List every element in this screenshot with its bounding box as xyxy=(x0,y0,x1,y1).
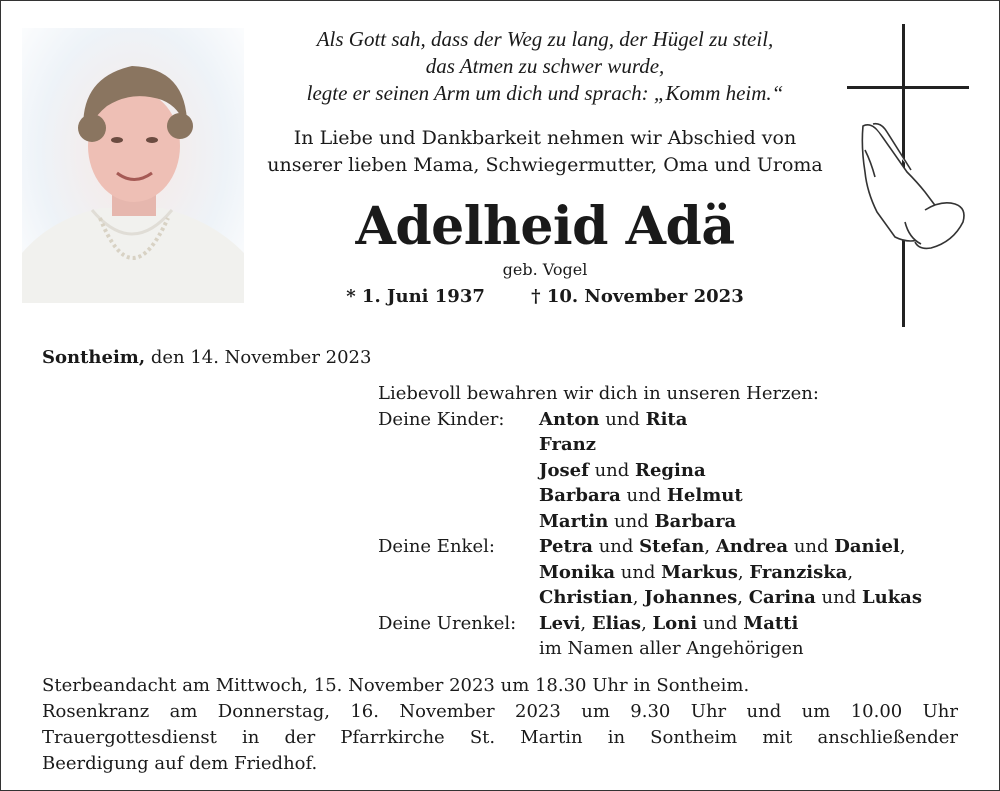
cross-praying-hands-icon xyxy=(845,22,975,332)
list-item: Monika und Markus, Franziska, xyxy=(539,561,854,583)
family-list xyxy=(378,381,922,662)
grandchildren-label: Deine Enkel: xyxy=(378,536,495,557)
children-row xyxy=(378,483,922,509)
closing-row xyxy=(378,636,922,662)
children-row xyxy=(378,458,922,484)
deceased-name: Adelheid Adä xyxy=(355,196,735,257)
intro-text xyxy=(250,125,840,179)
death-date: † 10. November 2023 xyxy=(531,286,744,307)
poem xyxy=(250,26,840,107)
list-item: Petra und Stefan, Andrea und Daniel, xyxy=(539,536,906,557)
grandchildren-row xyxy=(378,585,922,611)
list-item: Christian, Johannes, Carina und Lukas xyxy=(539,587,922,608)
list-item: Levi, Elias, Loni und Matti xyxy=(539,612,799,634)
grandchildren-row xyxy=(378,560,922,586)
list-item: Anton und Rita xyxy=(539,408,688,430)
service-info xyxy=(42,673,958,777)
great-grandchildren-label: Deine Urenkel: xyxy=(378,612,517,634)
announcement-date: den 14. November 2023 xyxy=(145,347,372,368)
poem-line: legte er seinen Arm um dich und sprach: „Komm heim.“ xyxy=(306,81,784,105)
service-line: Trauergottesdienst in der Pfarrkirche St. Martin in Sontheim mit anschließender xyxy=(42,727,958,748)
children-row xyxy=(378,509,922,535)
birth-name: geb. Vogel xyxy=(502,260,588,279)
service-line: Sterbeandacht am Mittwoch, 15. November 2023 um 18.30 Uhr in Sontheim. xyxy=(42,675,750,696)
children-row xyxy=(378,407,922,433)
poem-line: das Atmen zu schwer wurde, xyxy=(425,54,665,78)
list-item: Franz xyxy=(539,434,596,455)
portrait-image xyxy=(22,28,244,303)
list-item: Barbara und Helmut xyxy=(539,485,743,506)
intro-line: unserer lieben Mama, Schwiegermutter, Oma und Uroma xyxy=(267,154,823,176)
life-dates xyxy=(250,284,840,310)
great-grandchildren-row xyxy=(378,611,922,637)
intro-line: In Liebe und Dankbarkeit nehmen wir Abschied von xyxy=(293,127,797,149)
list-item: Josef und Regina xyxy=(539,459,706,481)
service-line: Beerdigung auf dem Friedhof. xyxy=(42,753,318,774)
birth-date: * 1. Juni 1937 xyxy=(346,286,485,307)
closing-text: im Namen aller Angehörigen xyxy=(539,638,804,659)
list-item: Martin und Barbara xyxy=(539,510,737,532)
service-line: Rosenkranz am Donnerstag, 16. November 2023 um 9.30 Uhr und um 10.00 Uhr xyxy=(42,701,958,722)
poem-line: Als Gott sah, dass der Weg zu lang, der Hügel zu steil, xyxy=(316,27,774,51)
children-row xyxy=(378,432,922,458)
portrait-photo xyxy=(22,28,244,303)
place-date xyxy=(42,345,371,371)
children-label: Deine Kinder: xyxy=(378,408,505,430)
grandchildren-row xyxy=(378,534,922,560)
family-heading: Liebevoll bewahren wir dich in unseren Herzen: xyxy=(378,383,819,404)
place-name: Sontheim, xyxy=(42,347,146,368)
